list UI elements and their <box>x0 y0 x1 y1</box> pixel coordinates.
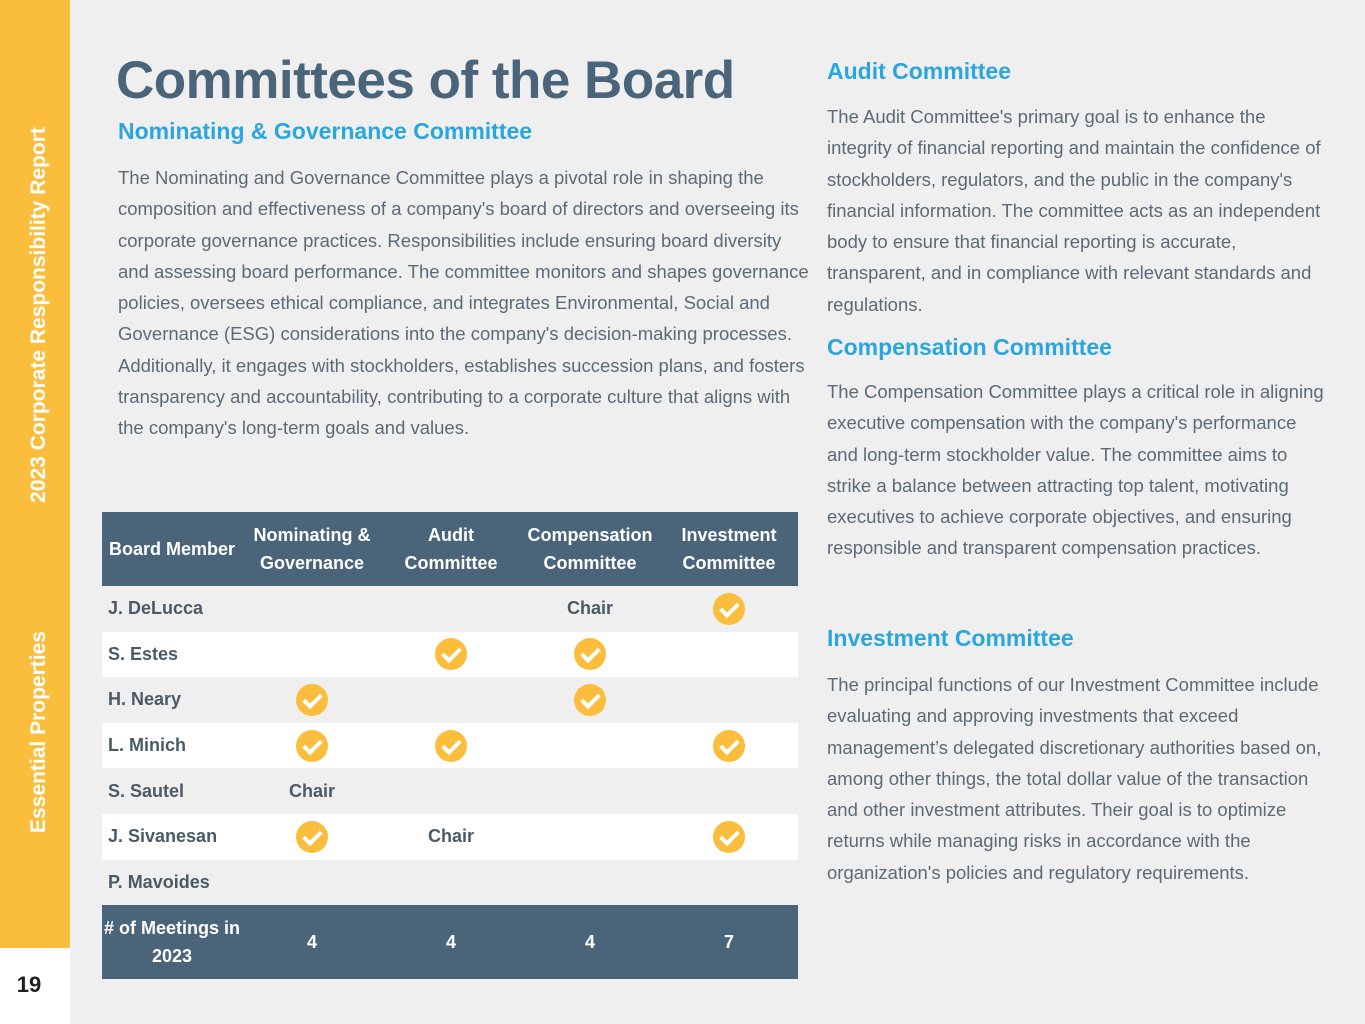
check-circle-icon <box>574 638 606 670</box>
company-name: Essential Properties <box>27 631 50 833</box>
audit-cell <box>382 723 520 769</box>
nominating-heading: Nominating & Governance Committee <box>118 118 533 144</box>
board-member-name: J. Sivanesan <box>102 814 242 860</box>
header-investment: Investment Committee <box>660 512 798 586</box>
nominating-cell <box>242 632 382 678</box>
table-row <box>102 768 798 814</box>
board-member-name: P. Mavoides <box>102 860 242 906</box>
check-circle-icon <box>713 730 745 762</box>
board-member-name: L. Minich <box>102 723 242 769</box>
investment-cell <box>660 860 798 906</box>
audit-cell <box>382 632 520 678</box>
audit-cell <box>382 677 520 723</box>
compensation-heading: Compensation Committee <box>827 334 1112 360</box>
table-row <box>102 860 798 906</box>
audit-cell <box>382 768 520 814</box>
page-number: 19 <box>16 972 42 997</box>
audit-cell: Chair <box>382 814 520 860</box>
meetings-compensation: 4 <box>520 905 660 979</box>
audit-heading: Audit Committee <box>827 58 1011 84</box>
header-board-member: Board Member <box>102 512 242 586</box>
header-audit: Audit Committee <box>382 512 520 586</box>
board-member-name: S. Sautel <box>102 768 242 814</box>
meetings-nominating: 4 <box>242 905 382 979</box>
compensation-cell <box>520 632 660 678</box>
audit-cell <box>382 860 520 906</box>
board-member-name: H. Neary <box>102 677 242 723</box>
check-circle-icon <box>713 821 745 853</box>
table-row <box>102 632 798 678</box>
meetings-row <box>102 905 798 979</box>
investment-cell <box>660 723 798 769</box>
investment-cell <box>660 586 798 632</box>
compensation-cell <box>520 677 660 723</box>
check-circle-icon <box>296 684 328 716</box>
meetings-label: # of Meetings in 2023 <box>102 905 242 979</box>
investment-body: The principal functions of our Investment Committee include evaluating and approving investments that exceed management’s delegated discretionary authorities based on, among other things, the total dollar value of the transaction and other investment attributes. Their goal is to optimize returns while managing risks in accordance with the organization's policies and regulatory requirements. <box>827 674 1322 883</box>
compensation-cell <box>520 860 660 906</box>
nominating-body: The Nominating and Governance Committee plays a pivotal role in shaping the composition and effectiveness of a company's board of directors and overseeing its corporate governance practices. Responsibilities include ensuring board diversity and assessing board performance. The committee monitors and shapes governance policies, oversees ethical compliance, and integrates Environmental, Social and Governance (ESG) considerations into the company's decision-making processes. Additionally, it engages with stockholders, establishes succession plans, and fosters transparency and accountability, contributing to a corporate culture that aligns with the company's long-term goals and values. <box>118 167 809 439</box>
investment-cell <box>660 677 798 723</box>
investment-cell <box>660 768 798 814</box>
nominating-cell <box>242 723 382 769</box>
board-member-name: S. Estes <box>102 632 242 678</box>
table-body <box>102 586 798 905</box>
header-nominating: Nominating & Governance <box>242 512 382 586</box>
board-member-name: J. DeLucca <box>102 586 242 632</box>
check-circle-icon <box>296 821 328 853</box>
investment-cell <box>660 632 798 678</box>
check-circle-icon <box>296 730 328 762</box>
investment-cell <box>660 814 798 860</box>
meetings-audit: 4 <box>382 905 520 979</box>
audit-body: The Audit Committee's primary goal is to enhance the integrity of financial reporting and maintain the confidence of stockholders, regulators, and the public in the company's financial information. The committee acts as an independent body to ensure that financial reporting is accurate, transparent, and in compliance with relevant standards and regulations. <box>827 106 1321 315</box>
check-circle-icon <box>435 730 467 762</box>
compensation-cell <box>520 814 660 860</box>
nominating-cell <box>242 860 382 906</box>
compensation-cell: Chair <box>520 586 660 632</box>
check-circle-icon <box>574 684 606 716</box>
compensation-body: The Compensation Committee plays a critical role in aligning executive compensation with the company's performance and long-term stockholder value. The committee aims to strike a balance between attracting top talent, motivating executives to achieve corporate objectives, and ensuring responsible and transparent compensation practices. <box>827 381 1324 559</box>
nominating-cell: Chair <box>242 768 382 814</box>
compensation-cell <box>520 768 660 814</box>
sidebar <box>0 0 70 948</box>
table-row <box>102 814 798 860</box>
check-circle-icon <box>713 593 745 625</box>
report-title: 2023 Corporate Responsibility Report <box>27 127 50 503</box>
table-row <box>102 677 798 723</box>
table-row <box>102 723 798 769</box>
page-title: Committees of the Board <box>116 51 735 110</box>
table-header-row <box>102 512 798 586</box>
header-compensation: Compensation Committee <box>520 512 660 586</box>
meetings-investment: 7 <box>660 905 798 979</box>
compensation-cell <box>520 723 660 769</box>
table-row <box>102 586 798 632</box>
audit-cell <box>382 586 520 632</box>
nominating-cell <box>242 586 382 632</box>
nominating-cell <box>242 814 382 860</box>
nominating-cell <box>242 677 382 723</box>
check-circle-icon <box>435 638 467 670</box>
committee-membership-table <box>102 512 798 979</box>
investment-heading: Investment Committee <box>827 625 1074 651</box>
